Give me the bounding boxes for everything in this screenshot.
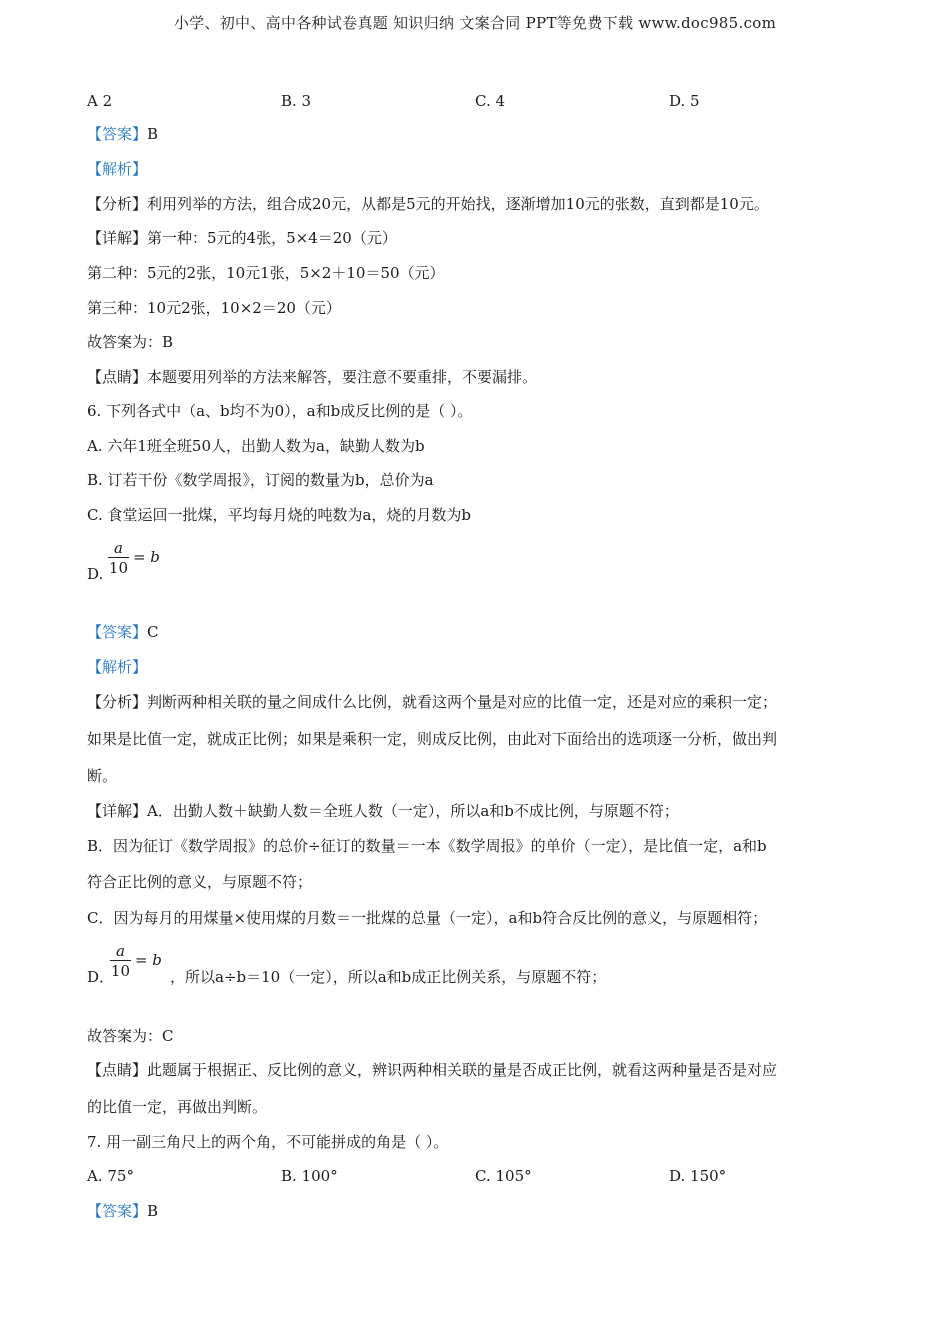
fenxi-text: 利用列举的方法，组合成20元，从都是5元的开始找，逐渐增加10元的张数，直到都是10元。	[147, 195, 769, 213]
answer-tag: 【答案】	[87, 1202, 148, 1220]
page-header: 小学、初中、高中各种试卷真题 知识归纳 文案合同 PPT等免费下载 www.doc985.com	[173, 14, 777, 32]
fraction-rhs: = b	[132, 548, 160, 566]
answer-value: B	[147, 125, 159, 143]
q6-answer	[87, 622, 159, 642]
q5-conclusion: 故答案为：B	[87, 333, 174, 351]
q6-xiangjie-d-label: D．	[87, 968, 115, 986]
fraction-rhs: = b	[134, 951, 162, 969]
fenxi-tag: 【分析】	[87, 693, 148, 711]
q5-xiangjie-1	[87, 228, 397, 248]
q5-dianjing	[87, 367, 537, 387]
q6-fenxi-2: 如果是比值一定，就成正比例；如果是乘积一定，则成反比例，由此对下面给出的选项逐一分析，做出判	[87, 730, 778, 748]
q5-option-a: A 2	[87, 92, 113, 110]
q6-option-b: B. 订若干份《数学周报》，订阅的数量为b，总价为a	[87, 471, 434, 489]
q6-fenxi-1	[87, 692, 777, 712]
answer-tag: 【答案】	[87, 623, 148, 641]
q6-xiangjie-a	[87, 801, 679, 821]
q7-option-b: B. 100°	[281, 1167, 338, 1185]
fenxi-text: 判断两种相关联的量之间成什么比例，就看这两个量是对应的比值一定，还是对应的乘积一定；	[147, 693, 778, 711]
answer-tag: 【答案】	[87, 125, 148, 143]
q6-conclusion: 故答案为：C	[87, 1027, 174, 1045]
q5-xiangjie-2: 第二种：5元的2张，10元1张，5×2＋10＝50（元）	[87, 264, 445, 282]
q7-option-d: D. 150°	[669, 1167, 727, 1185]
q6-xiangjie-c: C．因为每月的用煤量×使用煤的月数＝一批煤的总量（一定），a和b符合反比例的意义，与原题相符；	[87, 909, 768, 927]
q7-option-c: C. 105°	[475, 1167, 532, 1185]
answer-value: C	[147, 623, 159, 641]
q7-question: 7. 用一副三角尺上的两个角，不可能拼成的角是（ ）。	[87, 1133, 449, 1151]
q7-answer	[87, 1201, 158, 1221]
q6-fenxi-3: 断。	[87, 767, 118, 785]
q5-fenxi	[87, 194, 769, 214]
xiangjie-text: 第一种：5元的4张，5×4＝20（元）	[147, 229, 397, 247]
q5-option-b: B. 3	[281, 92, 312, 110]
q5-xiangjie-3: 第三种：10元2张，10×2＝20（元）	[87, 299, 341, 317]
xiangjie-tag: 【详解】	[87, 802, 148, 820]
q6-option-d-label: D.	[87, 565, 104, 583]
analysis-tag: 【解析】	[87, 658, 148, 676]
q5-option-c: C. 4	[475, 92, 506, 110]
q6-xiangjie-b-2: 符合正比例的意义，与原题不符；	[87, 873, 313, 891]
xiangjie-tag: 【详解】	[87, 229, 148, 247]
dianjing-tag: 【点睛】	[87, 1061, 148, 1079]
dianjing-text: 此题属于根据正、反比例的意义，辨识两种相关联的量是否成正比例，就看这两种量是否是对应	[147, 1061, 778, 1079]
dianjing-tag: 【点睛】	[87, 368, 148, 386]
q6-option-d-formula	[108, 540, 160, 576]
q6-question: 6. 下列各式中（a、b均不为0），a和b成反比例的是（ ）。	[87, 402, 473, 420]
q6-xiangjie-b-1: B．因为征订《数学周报》的总价÷征订的数量＝一本《数学周报》的单价（一定），是比值一定，a和b	[87, 837, 767, 855]
q6-analysis-heading	[87, 657, 147, 677]
analysis-tag: 【解析】	[87, 160, 148, 178]
answer-value: B	[147, 1202, 159, 1220]
q6-xiangjie-d-text: ，所以a÷b＝10（一定），所以a和b成正比例关系，与原题不符；	[170, 968, 607, 986]
fraction-numerator: a	[110, 943, 131, 961]
fraction-denominator: 10	[108, 559, 129, 577]
fraction-denominator: 10	[110, 962, 131, 980]
q5-analysis-heading	[87, 159, 147, 179]
q5-option-d: D. 5	[669, 92, 700, 110]
fenxi-tag: 【分析】	[87, 195, 148, 213]
q7-option-a: A. 75°	[87, 1167, 134, 1185]
q6-option-a: A. 六年1班全班50人，出勤人数为a，缺勤人数为b	[87, 437, 425, 455]
fraction-numerator: a	[108, 540, 129, 558]
dianjing-text: 本题要用列举的方法来解答，要注意不要重排，不要漏排。	[147, 368, 538, 386]
q6-xiangjie-d-formula	[110, 943, 162, 979]
q6-option-c: C. 食堂运回一批煤，平均每月烧的吨数为a，烧的月数为b	[87, 506, 472, 524]
xiangjie-text: A．出勤人数＋缺勤人数＝全班人数（一定），所以a和b不成比例，与原题不符；	[147, 802, 679, 820]
q5-answer	[87, 124, 158, 144]
q6-dianjing-2: 的比值一定，再做出判断。	[87, 1098, 268, 1116]
q6-dianjing-1	[87, 1060, 777, 1080]
